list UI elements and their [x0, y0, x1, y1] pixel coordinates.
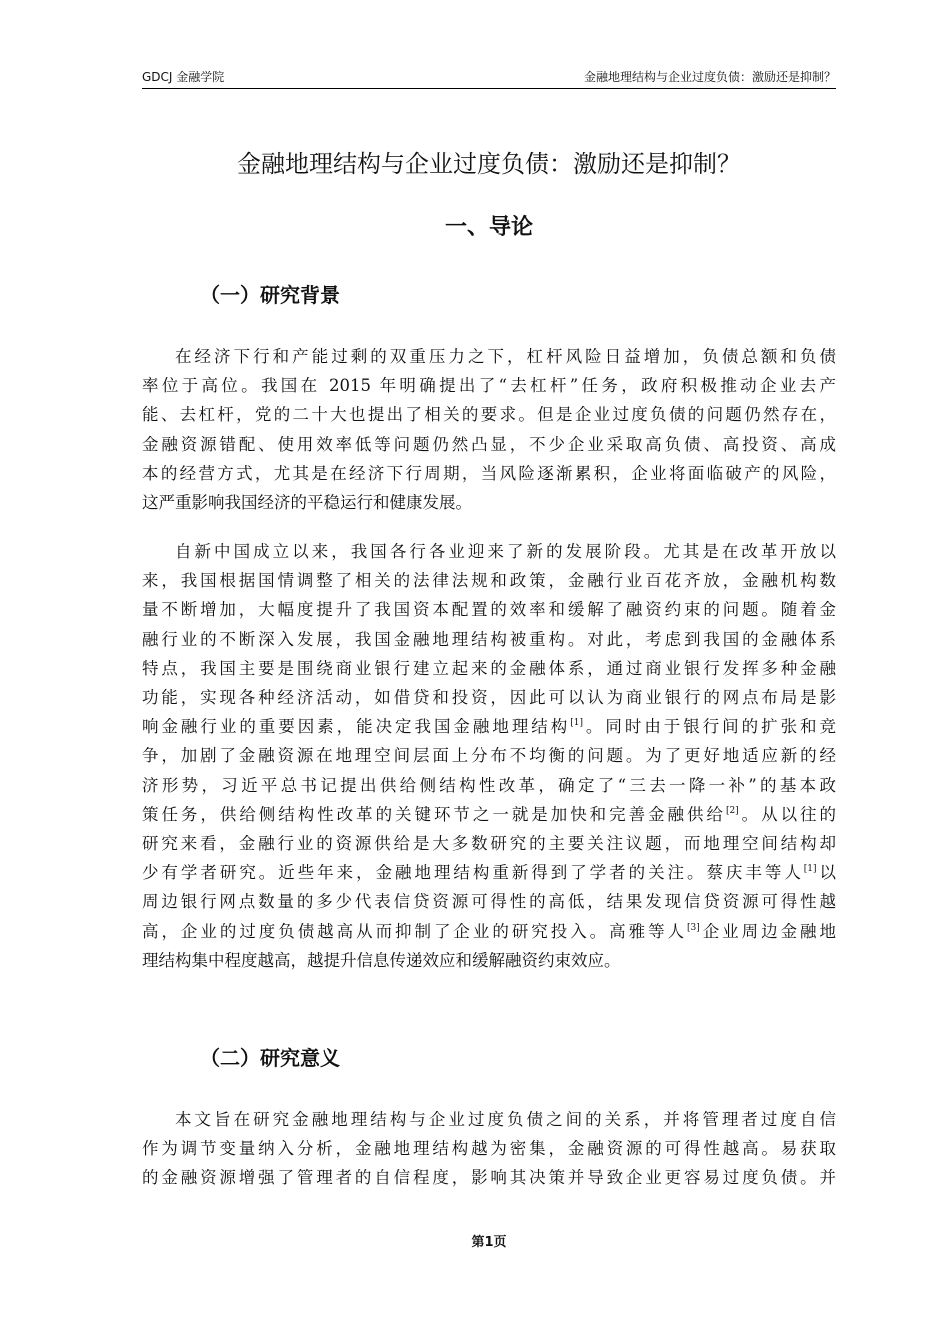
text-line	[142, 712, 836, 741]
text-line: 融行业的不断深入发展，我国金融地理结构被重构。对此，考虑到我国的金融体系	[142, 629, 836, 649]
subsection-heading-background: （一）研究背景	[200, 283, 340, 307]
subsection-heading-significance: （二）研究意义	[200, 1046, 340, 1070]
text-line: 济形势，习近平总书记提出供给侧结构性改革，确定了“三去一降一补”的基本政	[142, 775, 836, 795]
header-paper-title: 金融地理结构与企业过度负债：激励还是抑制？	[583, 70, 836, 84]
text-line: 功能，实现各种经济活动，如借贷和投资，因此可以认为商业银行的网点布局是影	[142, 688, 836, 708]
text-segment: 。同时由于银行间的扩张和竞	[582, 717, 837, 737]
header-institution: GDCJ 金融学院	[142, 70, 225, 84]
text-segment: 少有学者研究。近些年来，金融地理结构重新得到了学者的关注。蔡庆丰等人	[142, 863, 804, 883]
text-line: 本的经营方式，尤其是在经济下行周期，当风险逐渐累积，企业将面临破产的风险，	[142, 463, 836, 483]
text-line: 研究来看，金融行业的资源供给是大多数研究的主要关注议题，而地理空间结构却	[142, 834, 836, 854]
text-line: 来，我国根据国情调整了相关的法律法规和政策，金融行业百花齐放，金融机构数	[142, 571, 836, 591]
text-line: 在经济下行和产能过剩的双重压力之下，杠杆风险日益增加，负债总额和负债	[175, 347, 836, 366]
text-line: 金融资源错配、使用效率低等问题仍然凸显，不少企业采取高负债、高投资、高成	[142, 434, 836, 454]
running-header	[142, 70, 836, 89]
section-heading-introduction: 一、导论	[444, 215, 533, 240]
paragraph-significance-1	[142, 1105, 836, 1193]
text-segment: 企业周边金融地	[699, 921, 837, 941]
text-segment: 高，企业的过度负债越高从而抑制了企业的研究投入。高雅等人	[142, 921, 687, 941]
text-line: 率位于高位。我国在 2015 年明确提出了“去杠杆”任务，政府积极推动企业去产	[142, 376, 836, 396]
text-line: 争，加剧了金融资源在地理空间层面上分布不均衡的问题。为了更好地适应新的经	[142, 746, 836, 766]
text-line	[142, 800, 836, 829]
text-line: 特点，我国主要是围绕商业银行建立起来的金融体系，通过商业银行发挥多种金融	[142, 658, 836, 678]
text-line: 的金融资源增强了管理者的自信程度，影响其决策并导致企业更容易过度负债。并	[142, 1168, 836, 1188]
text-line: 能、去杠杆，党的二十大也提出了相关的要求。但是企业过度负债的问题仍然存在，	[142, 405, 836, 425]
text-segment: 。从以往的	[738, 804, 837, 824]
text-line: 这严重影响我国经济的平稳运行和健康发展。	[142, 493, 472, 513]
citation-ref: [1]	[803, 864, 817, 875]
text-line: 量不断增加，大幅度提升了我国资本配置的效率和缓解了融资约束的问题。随着金	[142, 600, 836, 620]
text-line	[142, 858, 836, 887]
text-line	[142, 917, 836, 946]
text-line: 自新中国成立以来，我国各行各业迎来了新的发展阶段。尤其是在改革开放以	[175, 542, 836, 561]
text-line: 作为调节变量纳入分析，金融地理结构越为密集，金融资源的可得性越高。易获取	[142, 1139, 836, 1159]
citation-ref: [3]	[687, 922, 700, 933]
paper-title: 金融地理结构与企业过度负债：激励还是抑制？	[237, 150, 741, 178]
text-line: 本文旨在研究金融地理结构与企业过度负债之间的关系，并将管理者过度自信	[175, 1110, 836, 1129]
citation-ref: [1]	[570, 718, 583, 729]
paragraph-background-2	[142, 537, 836, 975]
text-line: 周边银行网点数量的多少代表信贷资源可得性的高低，结果发现信贷资源可得性越	[142, 892, 836, 912]
text-segment: 响金融行业的重要因素，能决定我国金融地理结构	[142, 717, 571, 737]
text-segment: 策任务，供给侧结构性改革的关键环节之一就是加快和完善金融供给	[142, 804, 726, 824]
text-line: 理结构集中程度越高，越提升信息传递效应和缓解融资约束效应。	[142, 950, 621, 970]
citation-ref: [2]	[725, 805, 739, 816]
text-segment: 以	[816, 863, 837, 883]
page-number: 第1页	[471, 1235, 507, 1250]
paragraph-background-1	[142, 342, 836, 517]
